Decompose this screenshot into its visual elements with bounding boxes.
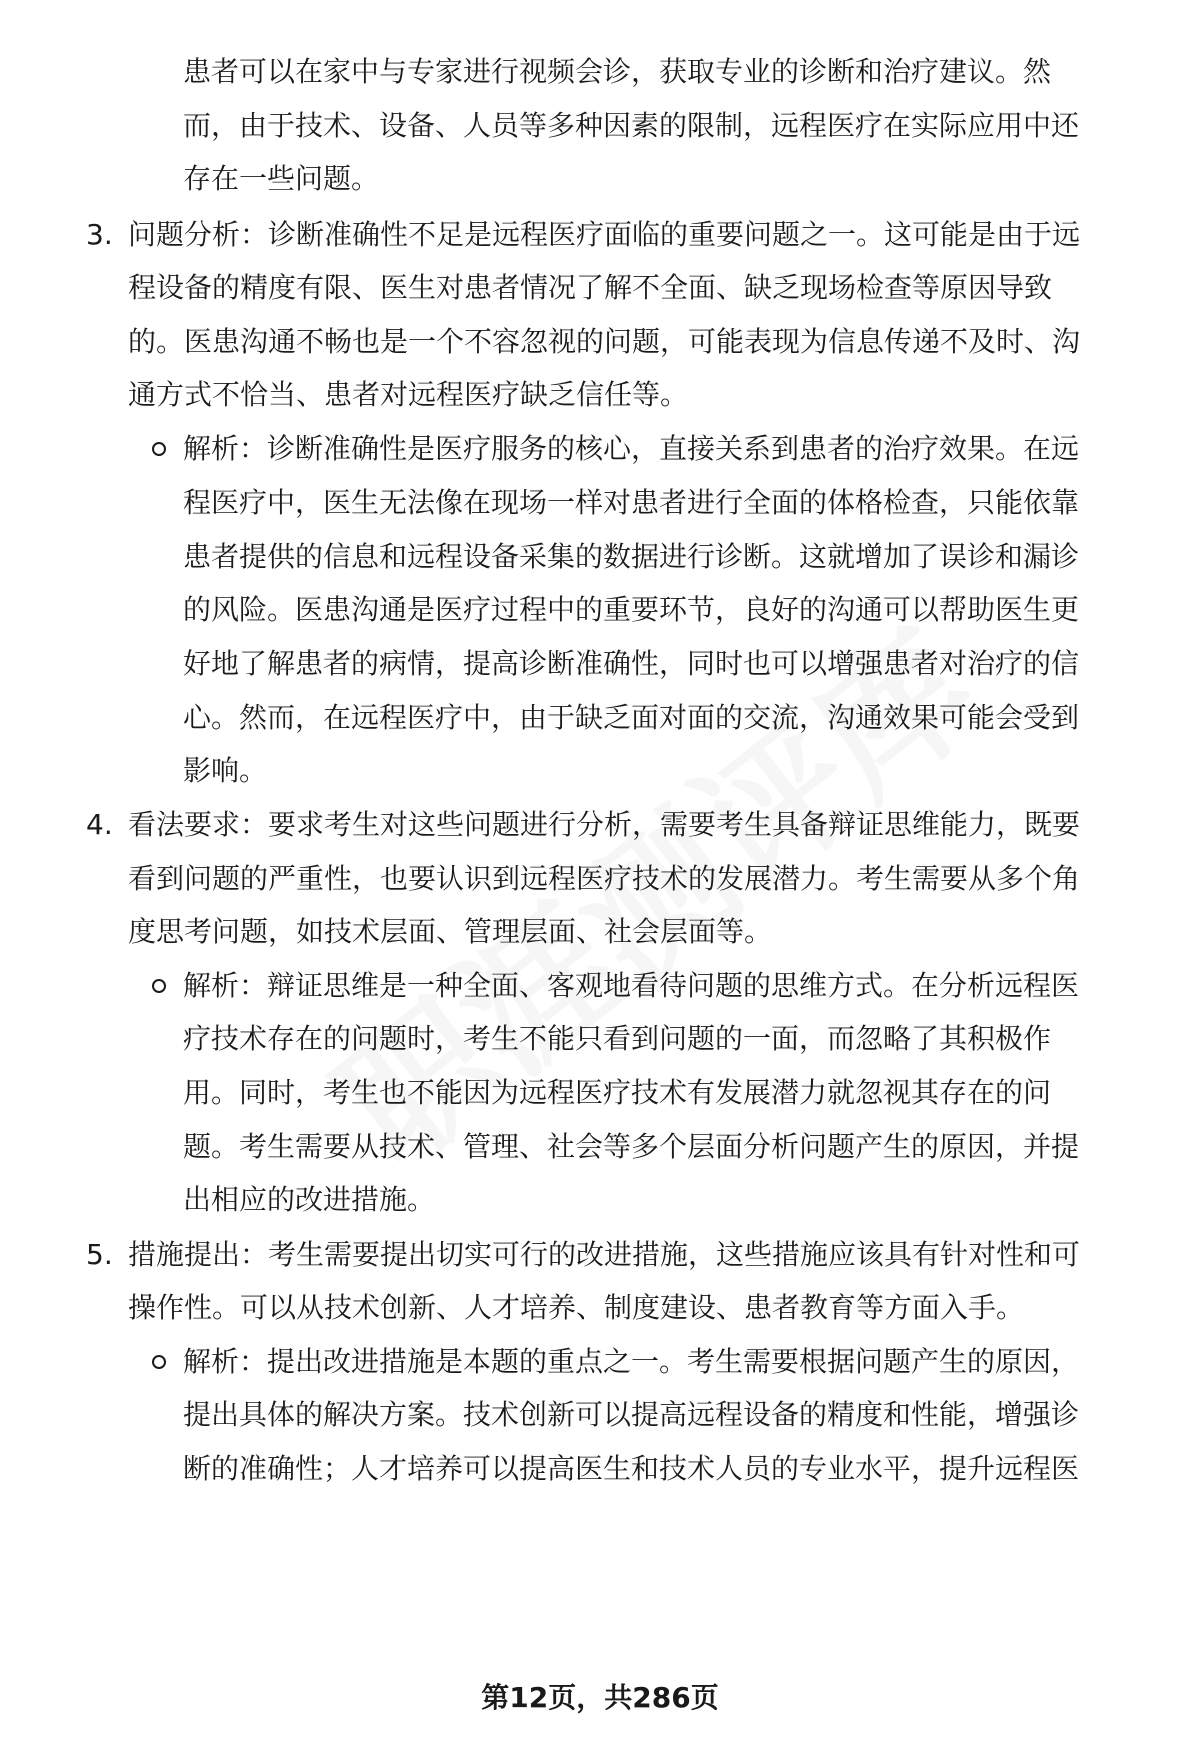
intro-line: 患者可以在家中与专家进行视频会诊，获取专业的诊断和治疗建议。然: [183, 55, 1052, 88]
item-line: 操作性。可以从技术创新、人才培养、制度建设、患者教育等方面入手。: [128, 1291, 1025, 1324]
intro-line: 存在一些问题。: [183, 162, 380, 195]
list-number: 3.: [86, 218, 113, 251]
analysis-line: 用。同时，考生也不能因为远程医疗技术有发展潜力就忽视其存在的问: [183, 1076, 1052, 1109]
analysis-line: 出相应的改进措施。: [183, 1183, 436, 1216]
item-line: 的。医患沟通不畅也是一个不容忽视的问题，可能表现为信息传递不及时、沟: [128, 325, 1081, 358]
analysis-line: 好地了解患者的病情，提高诊断准确性，同时也可以增强患者对治疗的信: [183, 647, 1080, 680]
item-line: 程设备的精度有限、医生对患者情况了解不全面、缺乏现场检查等原因导致: [128, 271, 1053, 304]
analysis-line: 影响。: [183, 754, 268, 787]
analysis-line: 解析：诊断准确性是医疗服务的核心，直接关系到患者的治疗效果。在远: [183, 432, 1080, 465]
bullet-circle-icon: [152, 442, 166, 456]
list-number: 4.: [86, 808, 113, 841]
analysis-line: 的风险。医患沟通是医疗过程中的重要环节，良好的沟通可以帮助医生更: [183, 593, 1080, 626]
bullet-circle-icon: [152, 1355, 166, 1369]
analysis-line: 题。考生需要从技术、管理、社会等多个层面分析问题产生的原因，并提: [183, 1130, 1080, 1163]
analysis-line: 心。然而，在远程医疗中，由于缺乏面对面的交流，沟通效果可能会受到: [183, 701, 1080, 734]
item-line: 度思考问题，如技术层面、管理层面、社会层面等。: [128, 915, 773, 948]
item-line: 看法要求：要求考生对这些问题进行分析，需要考生具备辩证思维能力，既要: [128, 808, 1081, 841]
analysis-line: 解析：辩证思维是一种全面、客观地看待问题的思维方式。在分析远程医: [183, 969, 1080, 1002]
analysis-line: 程医疗中，医生无法像在现场一样对患者进行全面的体格检查，只能依靠: [183, 486, 1080, 519]
intro-line: 而，由于技术、设备、人员等多种因素的限制，远程医疗在实际应用中还: [183, 109, 1080, 142]
analysis-line: 断的准确性；人才培养可以提高医生和技术人员的专业水平，提升远程医: [183, 1452, 1080, 1485]
analysis-line: 解析：提出改进措施是本题的重点之一。考生需要根据问题产生的原因，: [183, 1345, 1080, 1378]
analysis-line: 患者提供的信息和远程设备采集的数据进行诊断。这就增加了误诊和漏诊: [183, 540, 1080, 573]
analysis-line: 提出具体的解决方案。技术创新可以提高远程设备的精度和性能，增强诊: [183, 1398, 1080, 1431]
bullet-circle-icon: [152, 979, 166, 993]
item-line: 通方式不恰当、患者对远程医疗缺乏信任等。: [128, 378, 689, 411]
item-line: 问题分析：诊断准确性不足是远程医疗面临的重要问题之一。这可能是由于远: [128, 218, 1081, 251]
list-number: 5.: [86, 1238, 113, 1271]
analysis-line: 疗技术存在的问题时，考生不能只看到问题的一面，而忽略了其积极作: [183, 1022, 1052, 1055]
item-line: 措施提出：考生需要提出切实可行的改进措施，这些措施应该具有针对性和可: [128, 1238, 1081, 1271]
item-line: 看到问题的严重性，也要认识到远程医疗技术的发展潜力。考生需要从多个角: [128, 862, 1081, 895]
page-number: 第12页，共286页: [481, 1681, 719, 1714]
